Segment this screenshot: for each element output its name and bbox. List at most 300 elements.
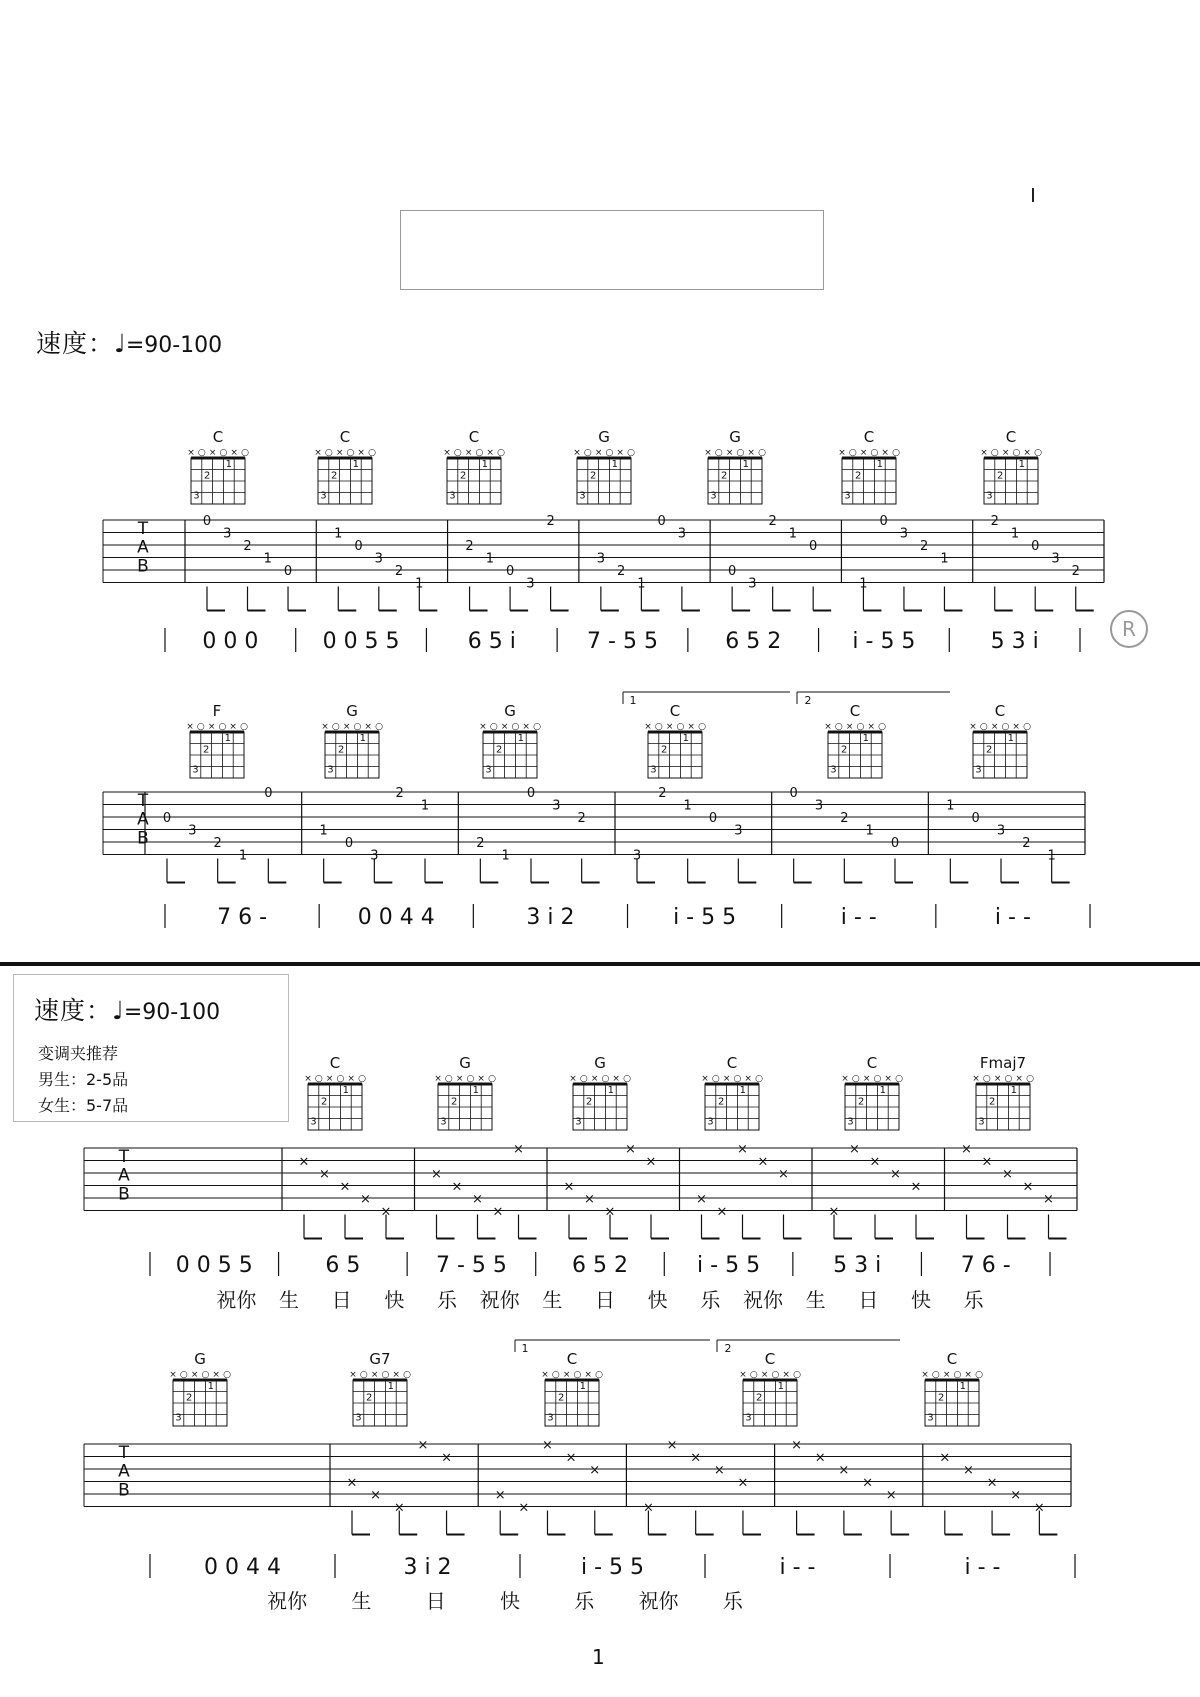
capo-male: 男生：2-5品 bbox=[38, 1070, 129, 1089]
tab-note: 2 bbox=[577, 811, 586, 826]
chord-diagram bbox=[187, 428, 249, 504]
notation-measure: i - - bbox=[779, 1555, 816, 1580]
string-marker: × bbox=[321, 722, 329, 732]
string-marker: ○ bbox=[551, 1370, 560, 1380]
notation-measure: 0 0 5 5 bbox=[322, 629, 400, 654]
string-marker: ○ bbox=[793, 1370, 801, 1380]
string-marker: ○ bbox=[497, 448, 505, 458]
notation-measure: 5 3 i bbox=[990, 629, 1039, 654]
finger-number: 2 bbox=[997, 470, 1004, 482]
lyric-word: 祝你 bbox=[216, 1288, 257, 1312]
tab-note: × bbox=[319, 1167, 330, 1182]
notation-measure: 5 3 i bbox=[833, 1253, 882, 1278]
string-marker: × bbox=[229, 722, 237, 732]
string-marker: × bbox=[739, 1370, 747, 1380]
string-marker: ○ bbox=[219, 448, 228, 458]
tab-measures-3 bbox=[282, 1142, 1077, 1239]
tab-note: 1 bbox=[940, 551, 949, 567]
chord-diagram bbox=[434, 1054, 496, 1130]
tab-note: 0 bbox=[728, 564, 737, 579]
string-marker: × bbox=[443, 448, 451, 458]
finger-number: 1 bbox=[224, 733, 231, 745]
finger-number: 1 bbox=[579, 1381, 586, 1393]
tab-note: × bbox=[890, 1167, 901, 1182]
tab-note: × bbox=[360, 1192, 371, 1207]
tab-note: × bbox=[986, 1475, 998, 1491]
tab-note: 0 bbox=[505, 564, 515, 579]
tab-note: × bbox=[513, 1142, 524, 1157]
tab-note: 0 bbox=[1031, 539, 1040, 554]
chord-name: G bbox=[729, 428, 741, 446]
finger-number: 3 bbox=[320, 490, 327, 502]
string-marker: × bbox=[725, 448, 734, 458]
tab-note: 0 bbox=[879, 514, 888, 529]
lyric-word: 快 bbox=[911, 1288, 931, 1312]
string-marker: ○ bbox=[990, 448, 999, 458]
string-marker: ○ bbox=[878, 722, 886, 732]
chord-diagram bbox=[972, 1054, 1034, 1130]
finger-number: 2 bbox=[204, 470, 211, 482]
tab-note: × bbox=[757, 1154, 769, 1170]
string-marker: ○ bbox=[758, 448, 766, 458]
string-marker: ○ bbox=[1012, 448, 1021, 458]
chord-name: C bbox=[994, 702, 1006, 720]
notation-measure: 6 5 2 bbox=[725, 629, 782, 654]
tab-note: 1 bbox=[319, 823, 328, 839]
tab-note: 0 bbox=[657, 514, 666, 529]
tab-note: 3 bbox=[374, 551, 383, 567]
string-marker: × bbox=[357, 448, 365, 458]
string-marker: × bbox=[370, 1370, 379, 1380]
string-marker: ○ bbox=[736, 448, 745, 458]
finger-number: 1 bbox=[876, 459, 883, 471]
tab-note: 2 bbox=[920, 539, 929, 554]
tab-note: 3 bbox=[223, 526, 232, 542]
string-marker: ○ bbox=[714, 448, 723, 458]
tab-note: × bbox=[737, 1475, 749, 1491]
tab-note: 3 bbox=[552, 798, 561, 814]
string-marker: × bbox=[169, 1370, 177, 1380]
string-marker: × bbox=[207, 722, 216, 732]
chord-diagram bbox=[314, 428, 376, 504]
tab-note: × bbox=[737, 1142, 748, 1157]
tab-note: 1 bbox=[865, 823, 874, 839]
string-marker: × bbox=[314, 448, 322, 458]
string-marker: × bbox=[335, 448, 344, 458]
tab-note: 1 bbox=[263, 551, 272, 567]
string-marker: ○ bbox=[466, 1074, 475, 1084]
chord-name: C bbox=[566, 1350, 578, 1368]
finger-number: 1 bbox=[682, 733, 689, 745]
string-marker: × bbox=[1023, 448, 1031, 458]
lyric-word: 祝你 bbox=[267, 1589, 308, 1613]
tab-note: × bbox=[696, 1192, 707, 1207]
finger-number: 3 bbox=[327, 764, 334, 776]
string-marker: × bbox=[824, 722, 832, 732]
string-marker: ○ bbox=[771, 1370, 780, 1380]
finger-number: 3 bbox=[575, 1116, 582, 1128]
capo-title: 变调夹推荐 bbox=[38, 1044, 119, 1063]
tab-note: × bbox=[431, 1167, 442, 1182]
finger-number: 1 bbox=[472, 1085, 479, 1097]
tab-letter-t: T bbox=[137, 790, 149, 811]
chord-diagram bbox=[701, 1054, 763, 1130]
string-marker: ○ bbox=[489, 722, 498, 732]
notation-measure: 0 0 0 bbox=[202, 629, 259, 654]
chord-diagram bbox=[824, 702, 886, 778]
string-marker: ○ bbox=[583, 448, 592, 458]
string-marker: × bbox=[867, 722, 875, 732]
string-marker: ○ bbox=[755, 1074, 763, 1084]
tab-note: × bbox=[417, 1438, 429, 1453]
lyric-word: 生 bbox=[351, 1589, 372, 1613]
finger-number: 2 bbox=[496, 744, 503, 756]
string-marker: ○ bbox=[324, 448, 333, 458]
tab-letter-b: B bbox=[137, 828, 149, 849]
tab-note: 0 bbox=[283, 564, 293, 579]
chord-diagram bbox=[969, 702, 1031, 778]
finger-number: 2 bbox=[586, 1096, 593, 1108]
lyric-word: 乐 bbox=[700, 1288, 721, 1312]
notation-measure: 6 5 i bbox=[467, 629, 516, 654]
string-marker: ○ bbox=[698, 722, 706, 732]
finger-number: 2 bbox=[858, 1096, 865, 1108]
tab-note: × bbox=[472, 1192, 483, 1207]
string-marker: × bbox=[434, 1074, 442, 1084]
string-marker: ○ bbox=[475, 448, 484, 458]
tempo-value: =90-100 bbox=[125, 333, 223, 358]
tab-letter-a: A bbox=[137, 537, 149, 558]
chord-diagram bbox=[841, 1054, 903, 1130]
string-marker: × bbox=[477, 1074, 485, 1084]
chord-name: Fmaj7 bbox=[979, 1054, 1027, 1072]
string-marker: × bbox=[993, 1074, 1002, 1084]
tab-note: 0 bbox=[809, 539, 818, 554]
tab-note: × bbox=[814, 1450, 826, 1466]
string-marker: × bbox=[616, 448, 624, 458]
finger-number: 3 bbox=[485, 764, 492, 776]
tab-note: × bbox=[849, 1142, 860, 1157]
string-marker: × bbox=[325, 1074, 334, 1084]
finger-number: 3 bbox=[927, 1412, 934, 1424]
tab-note: × bbox=[565, 1450, 577, 1466]
finger-number: 2 bbox=[855, 470, 862, 482]
notation-measure: 6 5 bbox=[325, 1253, 361, 1278]
tab-letter-a: A bbox=[137, 809, 149, 830]
tab-note: × bbox=[393, 1500, 405, 1516]
tab-note: 3 bbox=[814, 798, 824, 814]
notation-measure: i - 5 5 bbox=[852, 629, 916, 654]
tab-note: 2 bbox=[395, 786, 404, 801]
string-marker: ○ bbox=[579, 1074, 588, 1084]
tab-letter-a: A bbox=[118, 1461, 130, 1482]
string-marker: × bbox=[500, 722, 509, 732]
notation-row-1 bbox=[165, 628, 1080, 654]
string-marker: ○ bbox=[870, 448, 879, 458]
tab-note: × bbox=[380, 1204, 392, 1220]
finger-number: 2 bbox=[718, 1096, 725, 1108]
string-marker: × bbox=[845, 722, 854, 732]
tab-note: 3 bbox=[1051, 551, 1060, 567]
volta-bracket-3 bbox=[515, 1340, 710, 1355]
tab-note: × bbox=[962, 1463, 974, 1478]
string-marker: ○ bbox=[314, 1074, 323, 1084]
finger-number: 1 bbox=[739, 1085, 746, 1097]
string-marker: ○ bbox=[676, 722, 685, 732]
lyric-row-2 bbox=[267, 1589, 744, 1613]
tab-note: × bbox=[838, 1463, 850, 1478]
string-marker: × bbox=[972, 1074, 980, 1084]
string-marker: × bbox=[573, 448, 581, 458]
string-marker: ○ bbox=[605, 448, 614, 458]
finger-number: 2 bbox=[186, 1392, 193, 1404]
tab-note: 2 bbox=[1022, 836, 1031, 851]
string-marker: ○ bbox=[573, 1370, 582, 1380]
string-marker: × bbox=[665, 722, 674, 732]
string-marker: ○ bbox=[627, 448, 635, 458]
volta-number: 2 bbox=[724, 1342, 732, 1355]
chord-diagram bbox=[838, 428, 900, 504]
tab-letter-t: T bbox=[137, 518, 149, 539]
notation-measure: 0 0 5 5 bbox=[175, 1253, 253, 1278]
tab-note: × bbox=[518, 1500, 530, 1516]
tab-note: × bbox=[339, 1179, 351, 1195]
notation-measure: 6 5 2 bbox=[572, 1253, 628, 1278]
string-marker: × bbox=[862, 1074, 871, 1084]
chord-name: C bbox=[866, 1054, 878, 1072]
chord-name: C bbox=[863, 428, 875, 446]
string-marker: ○ bbox=[1023, 722, 1031, 732]
tab-note: 0 bbox=[526, 786, 536, 801]
chord-diagram bbox=[541, 1350, 603, 1426]
tab-note: × bbox=[625, 1142, 636, 1157]
tab-note: × bbox=[1010, 1488, 1022, 1503]
tab-note: × bbox=[604, 1204, 616, 1220]
capo-female: 女生：5-7品 bbox=[38, 1096, 129, 1115]
finger-number: 1 bbox=[225, 459, 232, 471]
tab-note: 2 bbox=[1071, 564, 1080, 579]
string-marker: × bbox=[455, 1074, 464, 1084]
tab-note: 2 bbox=[243, 539, 252, 554]
tab-note: 2 bbox=[465, 539, 474, 554]
tab-note: 1 bbox=[334, 526, 343, 542]
string-marker: ○ bbox=[601, 1074, 610, 1084]
finger-number: 2 bbox=[590, 470, 597, 482]
finger-number: 2 bbox=[366, 1392, 373, 1404]
finger-number: 3 bbox=[710, 490, 717, 502]
string-marker: × bbox=[590, 1074, 599, 1084]
tab-letter-t: T bbox=[118, 1442, 130, 1463]
finger-number: 2 bbox=[721, 470, 728, 482]
string-marker: × bbox=[859, 448, 868, 458]
string-marker: × bbox=[612, 1074, 620, 1084]
finger-number: 1 bbox=[959, 1381, 966, 1393]
finger-number: 2 bbox=[841, 744, 848, 756]
string-marker: × bbox=[347, 1074, 355, 1084]
chord-name: G bbox=[194, 1350, 206, 1368]
tab-note: 0 bbox=[354, 539, 363, 554]
tab-note: 1 bbox=[946, 798, 955, 814]
string-marker: × bbox=[208, 448, 217, 458]
tab-note: 0 bbox=[890, 836, 900, 851]
tab-note: 3 bbox=[370, 848, 379, 864]
chord-name: C bbox=[946, 1350, 958, 1368]
finger-number: 1 bbox=[481, 459, 488, 471]
string-marker: × bbox=[884, 1074, 892, 1084]
chord-name: G bbox=[459, 1054, 471, 1072]
chord-diagram bbox=[980, 428, 1042, 504]
lyric-word: 生 bbox=[805, 1288, 826, 1312]
string-marker: × bbox=[349, 1370, 357, 1380]
tab-note: × bbox=[1043, 1192, 1054, 1207]
notation-measure: i - 5 5 bbox=[673, 905, 737, 930]
finger-number: 3 bbox=[175, 1412, 182, 1424]
notation-measure: 0 0 4 4 bbox=[357, 905, 435, 930]
string-marker: × bbox=[760, 1370, 769, 1380]
lyric-word: 乐 bbox=[437, 1288, 457, 1312]
string-marker: × bbox=[1015, 1074, 1023, 1084]
finger-number: 1 bbox=[879, 1085, 886, 1097]
chord-diagram bbox=[569, 1054, 631, 1130]
chord-diagram bbox=[573, 428, 635, 504]
string-marker: × bbox=[392, 1370, 400, 1380]
string-marker: × bbox=[486, 448, 494, 458]
finger-number: 2 bbox=[451, 1096, 458, 1108]
finger-number: 1 bbox=[1007, 733, 1014, 745]
string-marker: ○ bbox=[201, 1370, 210, 1380]
info-tempo-label: 速度： bbox=[34, 996, 113, 1025]
tab-note: 2 bbox=[394, 564, 404, 579]
volta-bracket-1 bbox=[623, 692, 790, 707]
finger-number: 3 bbox=[449, 490, 456, 502]
finger-number: 3 bbox=[844, 490, 851, 502]
string-marker: × bbox=[304, 1074, 312, 1084]
chord-name: C bbox=[339, 428, 351, 446]
finger-number: 1 bbox=[777, 1381, 784, 1393]
string-marker: × bbox=[722, 1074, 731, 1084]
lyric-word: 日 bbox=[425, 1589, 446, 1613]
finger-number: 3 bbox=[847, 1116, 854, 1128]
tab-note: × bbox=[690, 1450, 702, 1466]
chord-diagram bbox=[644, 702, 706, 778]
finger-number: 1 bbox=[1018, 459, 1025, 471]
tab-note: 3 bbox=[188, 823, 197, 839]
string-marker: × bbox=[881, 448, 889, 458]
string-marker: × bbox=[1012, 722, 1020, 732]
string-marker: ○ bbox=[488, 1074, 496, 1084]
tab-note: × bbox=[346, 1475, 358, 1491]
finger-number: 2 bbox=[460, 470, 467, 482]
tab-note: 2 bbox=[546, 514, 555, 529]
chord-name: C bbox=[1005, 428, 1017, 446]
tab-note: 1 bbox=[1047, 848, 1056, 864]
finger-number: 3 bbox=[986, 490, 993, 502]
chord-diagram bbox=[739, 1350, 801, 1426]
lyric-word: 快 bbox=[647, 1288, 668, 1312]
tab-note: 2 bbox=[840, 811, 849, 826]
notation-measure: i - - bbox=[994, 905, 1031, 930]
finger-number: 3 bbox=[745, 1412, 752, 1424]
finger-number: 1 bbox=[207, 1381, 214, 1393]
volta-bracket-4 bbox=[717, 1340, 900, 1355]
string-marker: ○ bbox=[179, 1370, 188, 1380]
string-marker: × bbox=[704, 448, 712, 458]
notation-measure: 7 - 5 5 bbox=[435, 1253, 507, 1278]
string-marker: × bbox=[980, 448, 988, 458]
string-marker: ○ bbox=[197, 448, 206, 458]
chord-diagram bbox=[186, 702, 248, 778]
tab-note: 1 bbox=[788, 526, 798, 542]
finger-number: 2 bbox=[321, 1096, 328, 1108]
chord-diagram bbox=[479, 702, 541, 778]
lyric-word: 快 bbox=[500, 1589, 520, 1613]
notation-row-4 bbox=[150, 1554, 1075, 1580]
volta-number: 1 bbox=[521, 1342, 529, 1355]
tab-note: 1 bbox=[1010, 526, 1020, 542]
chord-name: G bbox=[346, 702, 358, 720]
string-marker: ○ bbox=[982, 1074, 991, 1084]
string-marker: ○ bbox=[241, 448, 249, 458]
finger-number: 3 bbox=[978, 1116, 985, 1128]
tab-note: 0 bbox=[789, 786, 798, 801]
string-marker: ○ bbox=[848, 448, 857, 458]
string-marker: × bbox=[921, 1370, 929, 1380]
finger-number: 3 bbox=[579, 490, 586, 502]
tab-note: × bbox=[869, 1154, 881, 1170]
volta-number: 1 bbox=[629, 694, 637, 707]
tab-letter-b: B bbox=[118, 1184, 130, 1205]
tab-note: × bbox=[642, 1500, 654, 1516]
tab-note: 2 bbox=[658, 786, 667, 801]
chord-diagram bbox=[443, 428, 505, 504]
tab-note: 2 bbox=[213, 836, 222, 851]
tab-note: 0 bbox=[264, 786, 273, 801]
tab-note: 1 bbox=[501, 848, 510, 864]
notation-measure: 0 0 4 4 bbox=[204, 1555, 281, 1580]
string-marker: ○ bbox=[346, 448, 355, 458]
string-marker: ○ bbox=[979, 722, 988, 732]
tab-note: 0 bbox=[708, 811, 718, 826]
chord-name: C bbox=[849, 702, 861, 720]
lyric-word: 快 bbox=[384, 1288, 405, 1312]
string-marker: ○ bbox=[331, 722, 340, 732]
string-marker: ○ bbox=[654, 722, 663, 732]
finger-number: 3 bbox=[650, 764, 657, 776]
string-marker: ○ bbox=[218, 722, 227, 732]
volta-number: 2 bbox=[804, 694, 812, 707]
tab-note: × bbox=[862, 1475, 873, 1491]
finger-number: 3 bbox=[192, 764, 199, 776]
tab-note: 1 bbox=[238, 848, 248, 864]
tab-letter-b: B bbox=[137, 556, 149, 577]
finger-number: 2 bbox=[756, 1392, 763, 1404]
string-marker: ○ bbox=[368, 448, 376, 458]
tab-note: 3 bbox=[526, 576, 535, 592]
tab-note: 1 bbox=[485, 551, 494, 567]
finger-number: 1 bbox=[862, 733, 869, 745]
tab-measures-1 bbox=[185, 514, 1104, 611]
notation-measure: 3 i 2 bbox=[526, 905, 575, 930]
finger-number: 1 bbox=[1010, 1085, 1017, 1097]
lyric-row-1 bbox=[216, 1288, 984, 1312]
string-marker: ○ bbox=[595, 1370, 603, 1380]
notation-measure: i - - bbox=[840, 905, 877, 930]
chord-name: C bbox=[329, 1054, 341, 1072]
chord-diagram bbox=[349, 1350, 411, 1426]
registered-mark: R bbox=[1110, 610, 1148, 648]
lyric-word: 乐 bbox=[722, 1589, 743, 1613]
string-marker: × bbox=[687, 722, 695, 732]
